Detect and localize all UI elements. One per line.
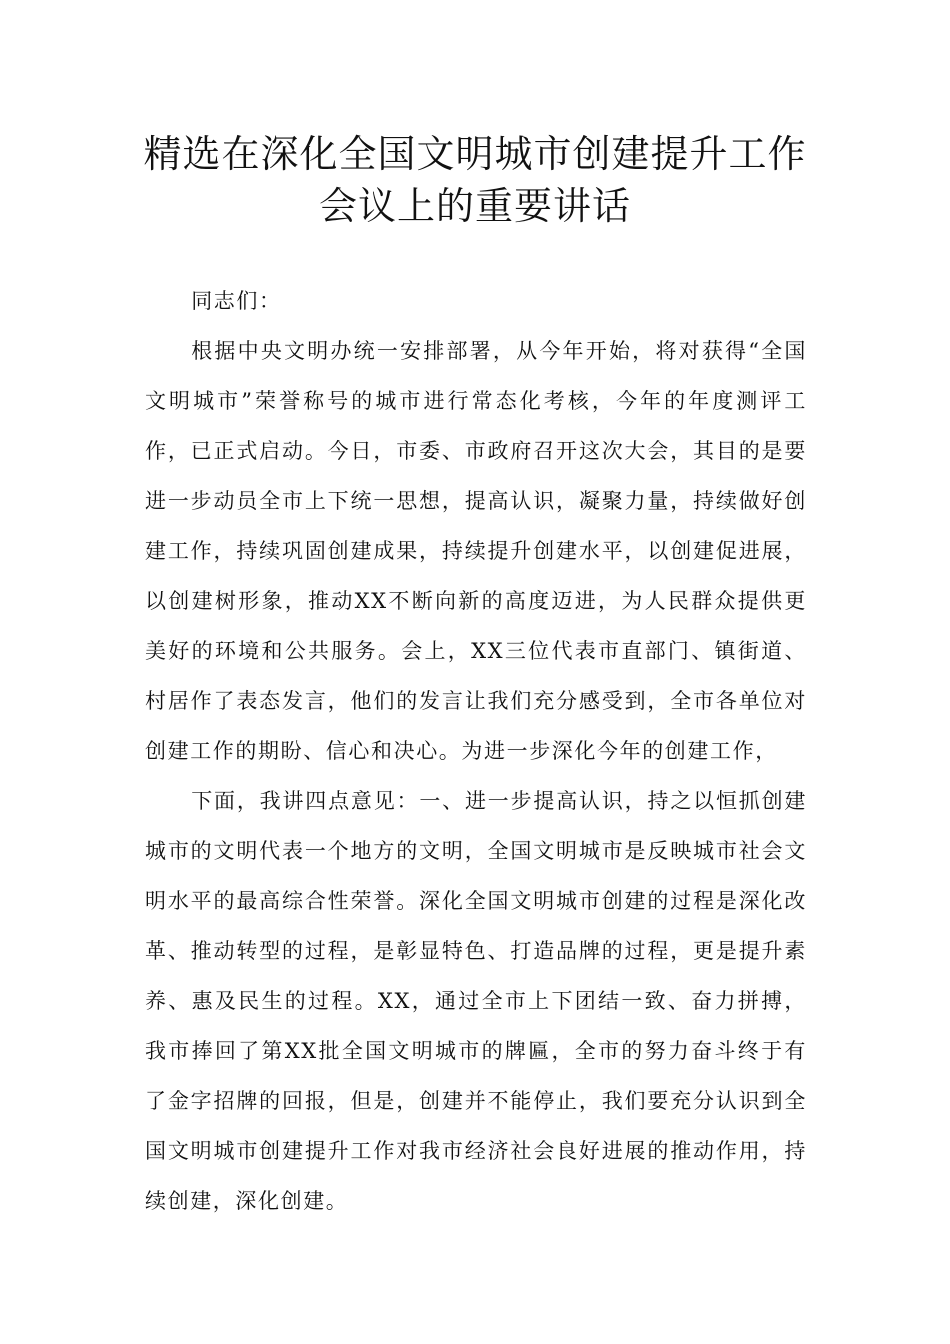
- document-body: [145, 276, 807, 1226]
- paragraph-1: 根据中央文明办统一安排部署，从今年开始，将对获得“全国文明城市”荣誉称号的城市进行常态化考核，今年的年度测评工作，已正式启动。今日，市委、市政府召开这次大会，其目的是要进一步动员全市上下统一思想，提高认识，凝聚力量，持续做好创建工作，持续巩固创建成果，持续提升创建水平，以创建促进展，以创建树形象，推动XX不断向新的高度迈进，为人民群众提供更美好的环境和公共服务。会上，XX三位代表市直部门、镇街道、村居作了表态发言，他们的发言让我们充分感受到，全市各单位对创建工作的期盼、信心和决心。为进一步深化今年的创建工作，: [145, 339, 807, 763]
- greeting: 同志们：: [191, 289, 282, 313]
- document-title: [100, 128, 850, 232]
- title-line-1: 精选在深化全国文明城市创建提升工作: [143, 132, 807, 176]
- title-line-2: 会议上的重要讲话: [318, 184, 631, 228]
- paragraph-2: 下面，我讲四点意见：一、进一步提高认识，持之以恒抓创建城市的文明代表一个地方的文明，全国文明城市是反映城市社会文明水平的最高综合性荣誉。深化全国文明城市创建的过程是深化改革、推动转型的过程，是彰显特色、打造品牌的过程，更是提升素养、惠及民生的过程。XX，通过全市上下团结一致、奋力拼搏，我市捧回了第XX批全国文明城市的牌匾，全市的努力奋斗终于有了金字招牌的回报，但是，创建并不能停止，我们要充分认识到全国文明城市创建提升工作对我市经济社会良好进展的推动作用，持续创建，深化创建。: [145, 789, 807, 1213]
